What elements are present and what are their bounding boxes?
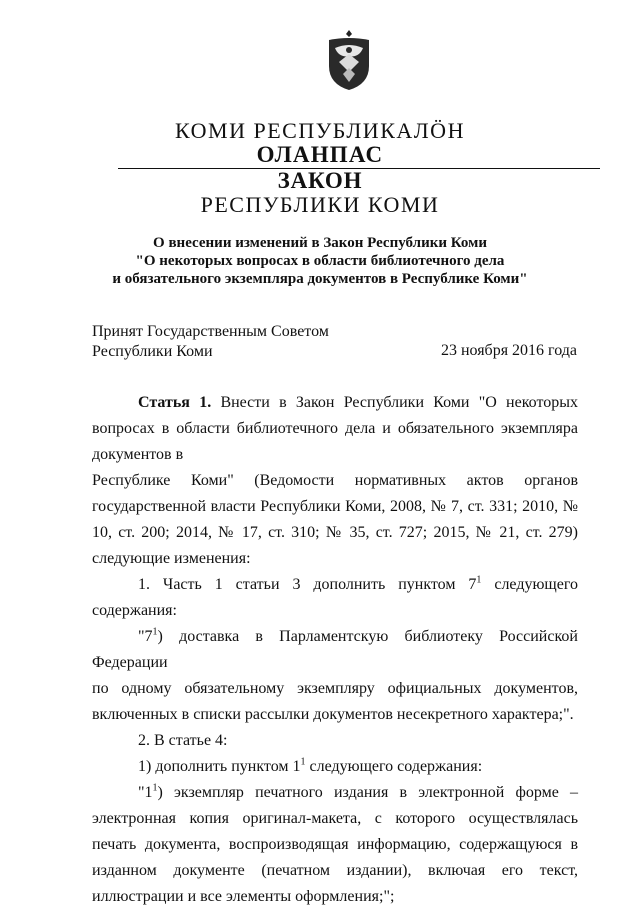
- superscript: 1: [476, 574, 482, 586]
- article-label: Статья 1.: [138, 394, 212, 411]
- quoted-line: ) доставка в Парламентскую библиотеку Российской Федерации: [92, 628, 578, 671]
- adoption-line: Принят Государственным Советом: [92, 323, 329, 340]
- amendment-item: [92, 754, 578, 780]
- article-paragraph: [92, 390, 578, 468]
- header-olanpas: ОЛАНПАС: [256, 142, 384, 167]
- superscript: 1: [300, 756, 306, 768]
- article-paragraph: Республике Коми" (Ведомости нормативных актов органов: [92, 472, 578, 489]
- header-komi-language: КОМИ РЕСПУБЛИКАЛӦН: [175, 118, 465, 143]
- adoption-statement: [92, 322, 329, 362]
- law-title-line: и обязательного экземпляра документов в Республике Коми": [112, 271, 528, 287]
- law-title-line: "О некоторых вопросах в области библиотечного дела: [135, 253, 505, 269]
- amendment-text: 1) дополнить пунктом 1: [138, 758, 301, 775]
- law-title-line: О внесении изменений в Закон Республики Коми: [153, 235, 487, 251]
- quote-open: "7: [138, 628, 153, 645]
- quoted-line: ) экземпляр печатного издания в электронной форме – электронная копия оригинал-макета, с которого осуществлялась печать документа, воспроизводящая информацию, содержащуюся в изданном документе (печатном издании), включая его текст, иллюстрации и все элементы оформления;";: [92, 784, 578, 905]
- quoted-text: [92, 780, 578, 910]
- article-body: [92, 390, 578, 910]
- adoption-date: 23 ноября 2016 года: [440, 342, 577, 359]
- amendment-text: 1. Часть 1 статьи 3 дополнить пунктом 7: [138, 576, 477, 593]
- article-text: Внести в Закон Республики Коми "О некоторых вопросах в области библиотечного дела и обязательного экземпляра документов в: [92, 394, 578, 463]
- quoted-line: по одному обязательному экземпляру официальных документов,: [92, 680, 578, 697]
- superscript: 1: [152, 782, 158, 794]
- coat-of-arms-komi-icon: [325, 28, 373, 92]
- quote-open: "1: [138, 784, 153, 801]
- header-zakon: ЗАКОН: [277, 168, 363, 193]
- amendment-text: следующего содержания:: [305, 758, 483, 775]
- law-title: [0, 235, 640, 289]
- quoted-line: включенных в списки рассылки документов несекретного характера;".: [92, 706, 574, 723]
- article-paragraph: государственной власти Республики Коми, 2008, № 7, ст. 331; 2010, № 10, ст. 200; 2014, № 17, ст. 310; № 35, ст. 727; 2015, № 21, ст. 279) следующие изменения:: [92, 498, 578, 567]
- adoption-line: Республики Коми: [92, 343, 213, 360]
- amendment-text: следующего содержания:: [92, 576, 578, 619]
- amendment-item: 2. В статье 4:: [138, 732, 228, 749]
- amendment-item: [92, 572, 578, 624]
- header-republic: РЕСПУБЛИКИ КОМИ: [200, 192, 440, 217]
- quoted-text: [92, 624, 578, 676]
- superscript: 1: [152, 626, 158, 638]
